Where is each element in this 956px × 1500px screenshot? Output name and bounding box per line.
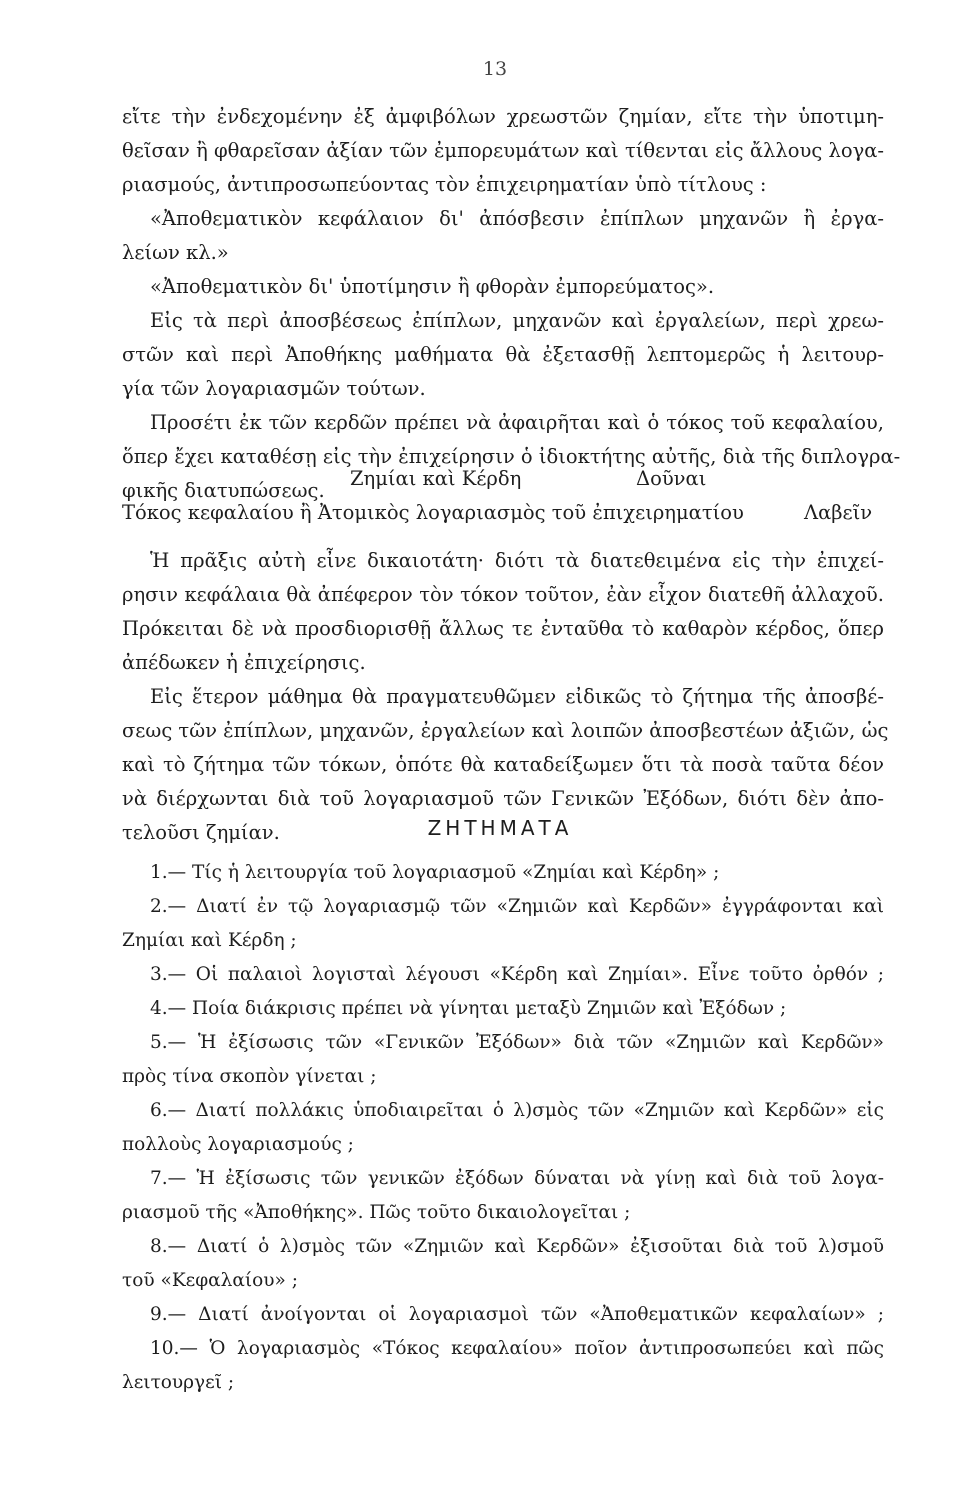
question-line: 6.— Διατί πολλάκις ὑποδιαιρεῖται ὁ λ)σμὸς τῶν «Ζημιῶν καὶ Κερδῶν» εἰς	[150, 1100, 884, 1121]
questions-list	[122, 856, 884, 1400]
text-line: «Ἀποθεματικὸν κεφάλαιον δι' ἀπόσβεσιν ἐπίπλων μηχανῶν ἢ ἐργα-	[150, 207, 884, 230]
body-paragraphs-1	[122, 100, 901, 508]
text-line: φικῆς διατυπώσεως.	[122, 479, 325, 502]
question-line: 2.— Διατί ἐν τῷ λογαριασμῷ τῶν «Ζημιῶν καὶ Κερδῶν» ἐγγράφονται καὶ	[150, 896, 884, 917]
text-line: στῶν καὶ περὶ Ἀποθήκης μαθήματα θὰ ἐξετασθῇ λεπτομερῶς ἡ λειτουρ-	[122, 343, 884, 366]
schema-account-title: Ζημίαι καὶ Κέρδη	[350, 467, 522, 490]
schema-header-row	[122, 462, 884, 496]
question-line: πολλοὺς λογαριασμούς ;	[122, 1134, 354, 1155]
schema-credit-label: Λαβεῖν	[804, 501, 873, 524]
question-line: Ζημίαι καὶ Κέρδη ;	[122, 930, 297, 951]
text-line: λείων κλ.»	[122, 241, 229, 264]
text-line: θεῖσαν ἢ φθαρεῖσαν ἀξίαν τῶν ἐμπορευμάτων καὶ τίθενται εἰς ἄλλους λογα-	[122, 139, 884, 162]
text-line: Ἡ πρᾶξις αὐτὴ εἶνε δικαιοτάτη· διότι τὰ διατεθειμένα εἰς τὴν ἐπιχεί-	[150, 549, 884, 572]
text-line: ρησιν κεφάλαια θὰ ἀπέφερον τὸν τόκον τοῦτον, ἐὰν εἶχον διατεθῆ ἀλλαχοῦ.	[122, 583, 884, 606]
text-line: «Ἀποθεματικὸν δι' ὑποτίμησιν ἢ φθορὰν ἐμπορεύματος».	[150, 275, 715, 298]
question-line: 4.— Ποία διάκρισις πρέπει νὰ γίνηται μεταξὺ Ζημιῶν καὶ Ἐξόδων ;	[150, 998, 787, 1019]
text-line: Εἰς τὰ περὶ ἀποσβέσεως ἐπίπλων, μηχανῶν καὶ ἐργαλείων, περὶ χρεω-	[150, 309, 884, 332]
question-line: 5.— Ἡ ἐξίσωσις τῶν «Γενικῶν Ἐξόδων» διὰ τῶν «Ζημιῶν καὶ Κερδῶν»	[150, 1032, 884, 1053]
schema-entry-row	[122, 496, 884, 530]
question-line: 3.— Οἱ παλαιοὶ λογισταὶ λέγουσι «Κέρδη καὶ Ζημίαι». Εἶνε τοῦτο ὀρθόν ;	[150, 964, 884, 985]
question-line: 7.— Ἡ ἐξίσωσις τῶν γενικῶν ἐξόδων δύναται νὰ γίνῃ καὶ διὰ τοῦ λογα-	[150, 1168, 884, 1189]
question-line: 8.— Διατί ὁ λ)σμὸς τῶν «Ζημιῶν καὶ Κερδῶν» ἐξισοῦται διὰ τοῦ λ)σμοῦ	[150, 1236, 884, 1257]
account-schema	[122, 462, 884, 530]
question-line: πρὸς τίνα σκοπὸν γίνεται ;	[122, 1066, 377, 1087]
schema-debit-label: Δοῦναι	[636, 467, 707, 490]
text-line: νὰ διέρχωνται διὰ τοῦ λογαριασμοῦ τῶν Γενικῶν Ἐξόδων, διότι δὲν ἀπο-	[122, 787, 884, 810]
question-line: 1.— Τίς ἡ λειτουργία τοῦ λογαριασμοῦ «Ζημίαι καὶ Κέρδη» ;	[150, 862, 720, 883]
text-line: ἀπέδωκεν ἡ ἐπιχείρησις.	[122, 651, 366, 674]
question-line: 9.— Διατί ἀνοίγονται οἱ λογαριασμοὶ τῶν «Ἀποθεματικῶν κεφαλαίων» ;	[150, 1304, 884, 1325]
page-number: 13	[482, 58, 508, 80]
questions-heading: ΖΗΤΗΜΑΤΑ	[427, 816, 573, 840]
text-line: εἴτε τὴν ἐνδεχομένην ἐξ ἀμφιβόλων χρεωστῶν ζημίαν, εἴτε τὴν ὑποτιμη-	[122, 105, 884, 128]
text-line: γία τῶν λογαριασμῶν τούτων.	[122, 377, 426, 400]
text-line: σεως τῶν ἐπίπλων, μηχανῶν, ἐργαλείων καὶ λοιπῶν ἀποσβεστέων ἀξιῶν, ὡς	[122, 719, 889, 742]
text-line: τελοῦσι ζημίαν.	[122, 821, 280, 844]
schema-entry-text: Τόκος κεφαλαίου ἢ Ἀτομικὸς λογαριασμὸς τοῦ ἐπιχειρηματίου	[122, 501, 744, 524]
text-line: Προσέτι ἐκ τῶν κερδῶν πρέπει νὰ ἀφαιρῆται καὶ ὁ τόκος τοῦ κεφαλαίου,	[150, 411, 884, 434]
text-line: καὶ τὸ ζήτημα τῶν τόκων, ὁπότε θὰ καταδείξωμεν ὅτι τὰ ποσὰ ταῦτα δέον	[122, 753, 884, 776]
question-line: 10.— Ὁ λογαριασμὸς «Τόκος κεφαλαίου» ποῖον ἀντιπροσωπεύει καὶ πῶς	[150, 1338, 884, 1359]
text-line: Εἰς ἕτερον μάθημα θὰ πραγματευθῶμεν εἰδικῶς τὸ ζήτημα τῆς ἀποσβέ-	[150, 685, 884, 708]
text-line: ριασμούς, ἀντιπροσωπεύοντας τὸν ἐπιχειρηματίαν ὑπὸ τίτλους :	[122, 173, 767, 196]
question-line: τοῦ «Κεφαλαίου» ;	[122, 1270, 298, 1291]
question-line: ριασμοῦ τῆς «Ἀποθήκης». Πῶς τοῦτο δικαιολογεῖται ;	[122, 1202, 631, 1223]
question-line: λειτουργεῖ ;	[122, 1372, 235, 1393]
body-paragraphs-2	[122, 544, 889, 850]
text-line: ὅπερ ἔχει καταθέσῃ εἰς τὴν ἐπιχείρησιν ὁ ἰδιοκτήτης αὐτῆς, διὰ τῆς διπλογρα-	[122, 445, 901, 468]
text-line: Πρόκειται δὲ νὰ προσδιορισθῇ ἄλλως τε ἐνταῦθα τὸ καθαρὸν κέρδος, ὅπερ	[122, 617, 884, 640]
